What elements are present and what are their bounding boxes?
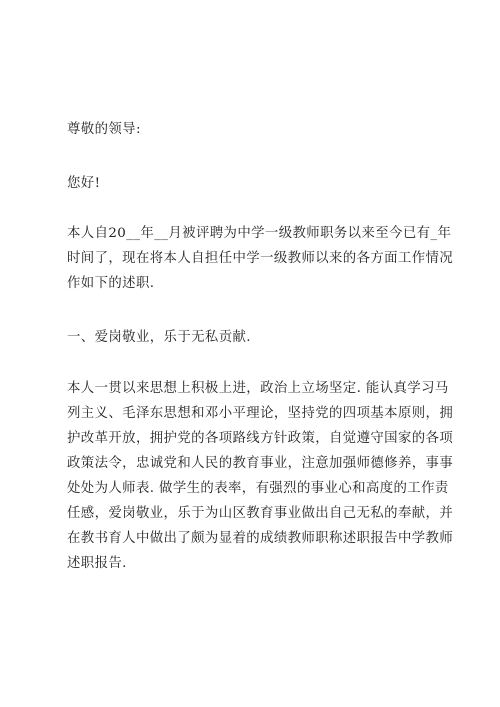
paragraph-line: 本人一贯以来思想上积极上进，政治上立场坚定. 能认真学习马 bbox=[67, 381, 449, 396]
paragraph-line: 任感，爱岗敬业，乐于为山区教育事业做出自己无私的奉献，并 bbox=[67, 506, 454, 521]
salutation: 尊敬的领导: bbox=[67, 122, 141, 137]
paragraph-line: 本人自20__年__月被评聘为中学一级教师职务以来至今已有_年 bbox=[67, 226, 452, 241]
paragraph-line: 在教书育人中做出了颇为显着的成绩教师职称述职报告中学教师 bbox=[67, 531, 454, 546]
paragraph-line: 时间了，现在将本人自担任中学一级教师以来的各方面工作情况 bbox=[67, 251, 454, 266]
greeting: 您好! bbox=[67, 176, 101, 191]
paragraph-line: 政策法令，忠诚党和人民的教育事业，注意加强师德修养，事事 bbox=[67, 456, 454, 471]
paragraph-line: 护改革开放，拥护党的各项路线方针政策，自觉遵守国家的各项 bbox=[67, 431, 454, 446]
paragraph-line: 作如下的述职. bbox=[67, 276, 155, 291]
section-heading: 一、爱岗敬业，乐于无私贡献. bbox=[67, 330, 251, 345]
paragraph-line: 列主义、毛泽东思想和邓小平理论，坚持党的四项基本原则，拥 bbox=[67, 406, 454, 421]
paragraph-line: 述职报告. bbox=[67, 556, 127, 571]
paragraph-line: 处处为人师表. 做学生的表率，有强烈的事业心和高度的工作责 bbox=[67, 481, 449, 496]
